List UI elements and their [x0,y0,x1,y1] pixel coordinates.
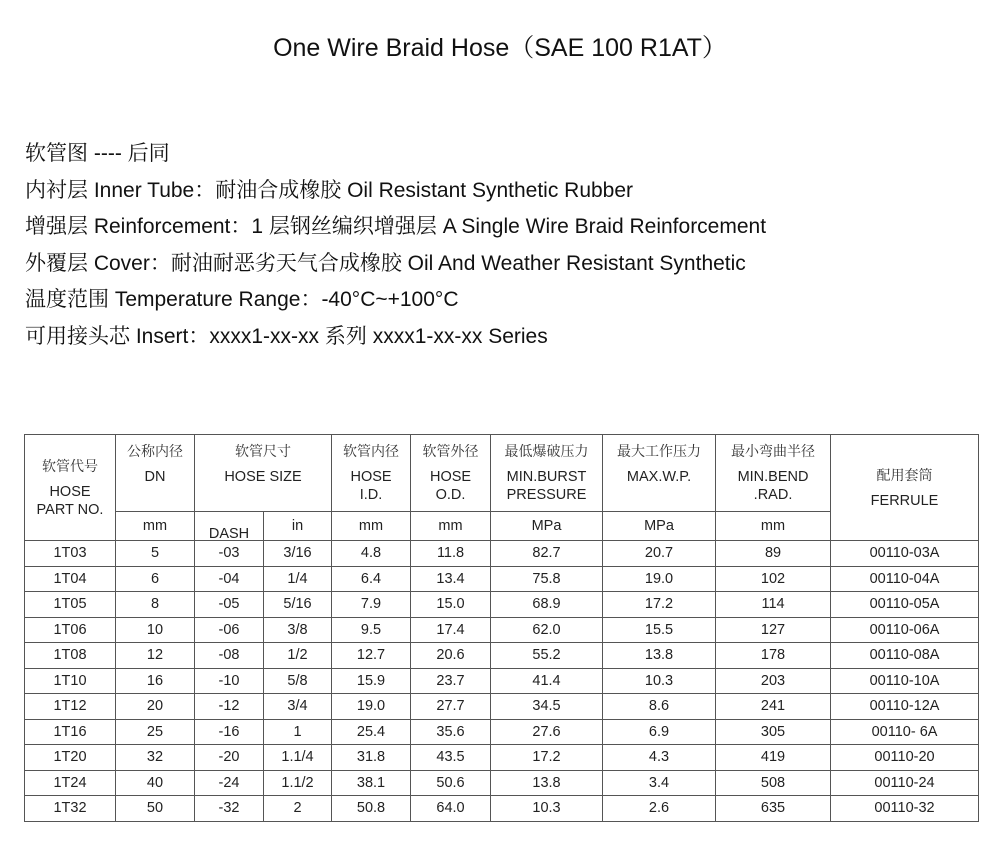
cell-ferrule: 00110-12A [831,694,979,720]
cell-ferrule: 00110-10A [831,668,979,694]
unit-burst: MPa [491,512,603,541]
cell-hose-id: 4.8 [332,541,411,567]
cell-min-burst: 68.9 [491,592,603,618]
cell-part-no: 1T03 [25,541,116,567]
cell-part-no: 1T04 [25,566,116,592]
page-title: One Wire Braid Hose（SAE 100 R1AT） [273,34,727,62]
header-hose-id: 软管内径 HOSE I.D. [332,435,411,512]
cell-dn: 10 [116,617,195,643]
cell-dn: 5 [116,541,195,567]
spec-inner-tube: 内衬层 Inner Tube：耐油合成橡胶 Oil Resistant Synthetic Rubber [25,178,634,202]
cell-hose-id: 38.1 [332,770,411,796]
cell-hose-id: 12.7 [332,643,411,669]
cell-part-no: 1T12 [25,694,116,720]
cell-dash: -04 [195,566,264,592]
cell-max-wp: 4.3 [603,745,716,771]
cell-ferrule: 00110-04A [831,566,979,592]
cell-dn: 32 [116,745,195,771]
cell-inch: 1 [264,719,332,745]
unit-bend: mm [716,512,831,541]
cell-dash: -20 [195,745,264,771]
cell-inch: 3/8 [264,617,332,643]
cell-min-burst: 34.5 [491,694,603,720]
cell-part-no: 1T10 [25,668,116,694]
cell-dn: 8 [116,592,195,618]
header-min-bend-radius: 最小弯曲半径 MIN.BEND .RAD. [716,435,831,512]
cell-inch: 2 [264,796,332,822]
cell-dn: 16 [116,668,195,694]
cell-hose-od: 35.6 [411,719,491,745]
cell-min-bend: 419 [716,745,831,771]
header-max-wp: 最大工作压力 MAX.W.P. [603,435,716,512]
spec-hose-diagram: 软管图 ---- 后同 [25,142,170,165]
cell-min-bend: 114 [716,592,831,618]
cell-dash: -16 [195,719,264,745]
cell-hose-id: 31.8 [332,745,411,771]
cell-dash: -03 [195,541,264,567]
header-ferrule: 配用套筒 FERRULE [831,435,979,541]
cell-dash: -24 [195,770,264,796]
cell-hose-id: 6.4 [332,566,411,592]
header-min-burst-pressure: 最低爆破压力 MIN.BURST PRESSURE [491,435,603,512]
cell-min-bend: 203 [716,668,831,694]
table-row [25,643,979,669]
cell-max-wp: 3.4 [603,770,716,796]
cell-max-wp: 6.9 [603,719,716,745]
spec-list [25,140,766,359]
cell-max-wp: 20.7 [603,541,716,567]
header-hose-od: 软管外径 HOSE O.D. [411,435,491,512]
cell-dn: 6 [116,566,195,592]
cell-min-bend: 241 [716,694,831,720]
cell-dn: 50 [116,796,195,822]
cell-inch: 1.1/4 [264,745,332,771]
cell-min-bend: 102 [716,566,831,592]
header-dn: 公称内径 DN [116,435,195,512]
cell-hose-od: 20.6 [411,643,491,669]
table-row [25,566,979,592]
table-row [25,770,979,796]
cell-part-no: 1T20 [25,745,116,771]
unit-dash: DASH [195,512,264,541]
spec-insert: 可用接头芯 Insert：xxxx1-xx-xx 系列 xxxx1-xx-xx Series [25,324,548,348]
cell-part-no: 1T06 [25,617,116,643]
cell-min-burst: 13.8 [491,770,603,796]
unit-id: mm [332,512,411,541]
cell-dash: -32 [195,796,264,822]
unit-wp: MPa [603,512,716,541]
spec-cover: 外覆层 Cover：耐油耐恶劣天气合成橡胶 Oil And Weather Resistant Synthetic [25,251,746,275]
cell-hose-id: 9.5 [332,617,411,643]
cell-dash: -05 [195,592,264,618]
table-row [25,617,979,643]
cell-hose-id: 25.4 [332,719,411,745]
header-part-no: 软管代号 HOSE PART NO. [25,435,116,541]
cell-dn: 20 [116,694,195,720]
cell-hose-id: 19.0 [332,694,411,720]
spec-temperature-range: 温度范围 Temperature Range：-40°C~+100°C [25,288,459,311]
unit-in: in [264,512,332,541]
cell-min-burst: 10.3 [491,796,603,822]
cell-inch: 3/4 [264,694,332,720]
cell-ferrule: 00110-03A [831,541,979,567]
cell-ferrule: 00110-32 [831,796,979,822]
cell-hose-id: 50.8 [332,796,411,822]
cell-dash: -10 [195,668,264,694]
cell-max-wp: 8.6 [603,694,716,720]
cell-hose-od: 17.4 [411,617,491,643]
cell-hose-od: 50.6 [411,770,491,796]
cell-hose-id: 15.9 [332,668,411,694]
cell-ferrule: 00110-20 [831,745,979,771]
cell-hose-od: 43.5 [411,745,491,771]
cell-part-no: 1T05 [25,592,116,618]
spec-reinforcement: 增强层 Reinforcement：1 层钢丝编织增强层 A Single Wire Braid Reinforcement [25,215,767,238]
cell-inch: 1.1/2 [264,770,332,796]
cell-hose-od: 13.4 [411,566,491,592]
cell-inch: 1/4 [264,566,332,592]
table-row [25,541,979,567]
cell-ferrule: 00110- 6A [831,719,979,745]
cell-min-burst: 82.7 [491,541,603,567]
cell-min-burst: 17.2 [491,745,603,771]
cell-hose-od: 15.0 [411,592,491,618]
table-body [25,541,979,822]
cell-hose-id: 7.9 [332,592,411,618]
cell-dn: 40 [116,770,195,796]
cell-inch: 3/16 [264,541,332,567]
cell-hose-od: 27.7 [411,694,491,720]
cell-max-wp: 13.8 [603,643,716,669]
cell-part-no: 1T24 [25,770,116,796]
cell-min-bend: 89 [716,541,831,567]
cell-hose-od: 23.7 [411,668,491,694]
cell-part-no: 1T08 [25,643,116,669]
table-row [25,719,979,745]
header-hose-size: 软管尺寸 HOSE SIZE [195,435,332,512]
cell-hose-od: 64.0 [411,796,491,822]
hose-spec-table [24,434,979,822]
cell-min-burst: 62.0 [491,617,603,643]
cell-min-bend: 178 [716,643,831,669]
cell-dash: -06 [195,617,264,643]
cell-ferrule: 00110-06A [831,617,979,643]
header-row [25,435,979,512]
cell-ferrule: 00110-05A [831,592,979,618]
cell-max-wp: 10.3 [603,668,716,694]
cell-dash: -12 [195,694,264,720]
cell-min-bend: 127 [716,617,831,643]
unit-dn: mm [116,512,195,541]
table-row [25,592,979,618]
cell-max-wp: 19.0 [603,566,716,592]
cell-max-wp: 15.5 [603,617,716,643]
cell-min-bend: 305 [716,719,831,745]
cell-max-wp: 17.2 [603,592,716,618]
cell-part-no: 1T32 [25,796,116,822]
table-row [25,745,979,771]
cell-min-burst: 75.8 [491,566,603,592]
cell-part-no: 1T16 [25,719,116,745]
table-row [25,796,979,822]
unit-od: mm [411,512,491,541]
table-row [25,668,979,694]
cell-hose-od: 11.8 [411,541,491,567]
cell-min-burst: 55.2 [491,643,603,669]
cell-min-bend: 508 [716,770,831,796]
cell-dash: -08 [195,643,264,669]
cell-min-burst: 41.4 [491,668,603,694]
cell-dn: 12 [116,643,195,669]
cell-min-bend: 635 [716,796,831,822]
cell-inch: 5/8 [264,668,332,694]
table-row [25,694,979,720]
cell-inch: 5/16 [264,592,332,618]
cell-max-wp: 2.6 [603,796,716,822]
cell-dn: 25 [116,719,195,745]
cell-min-burst: 27.6 [491,719,603,745]
cell-inch: 1/2 [264,643,332,669]
cell-ferrule: 00110-24 [831,770,979,796]
cell-ferrule: 00110-08A [831,643,979,669]
